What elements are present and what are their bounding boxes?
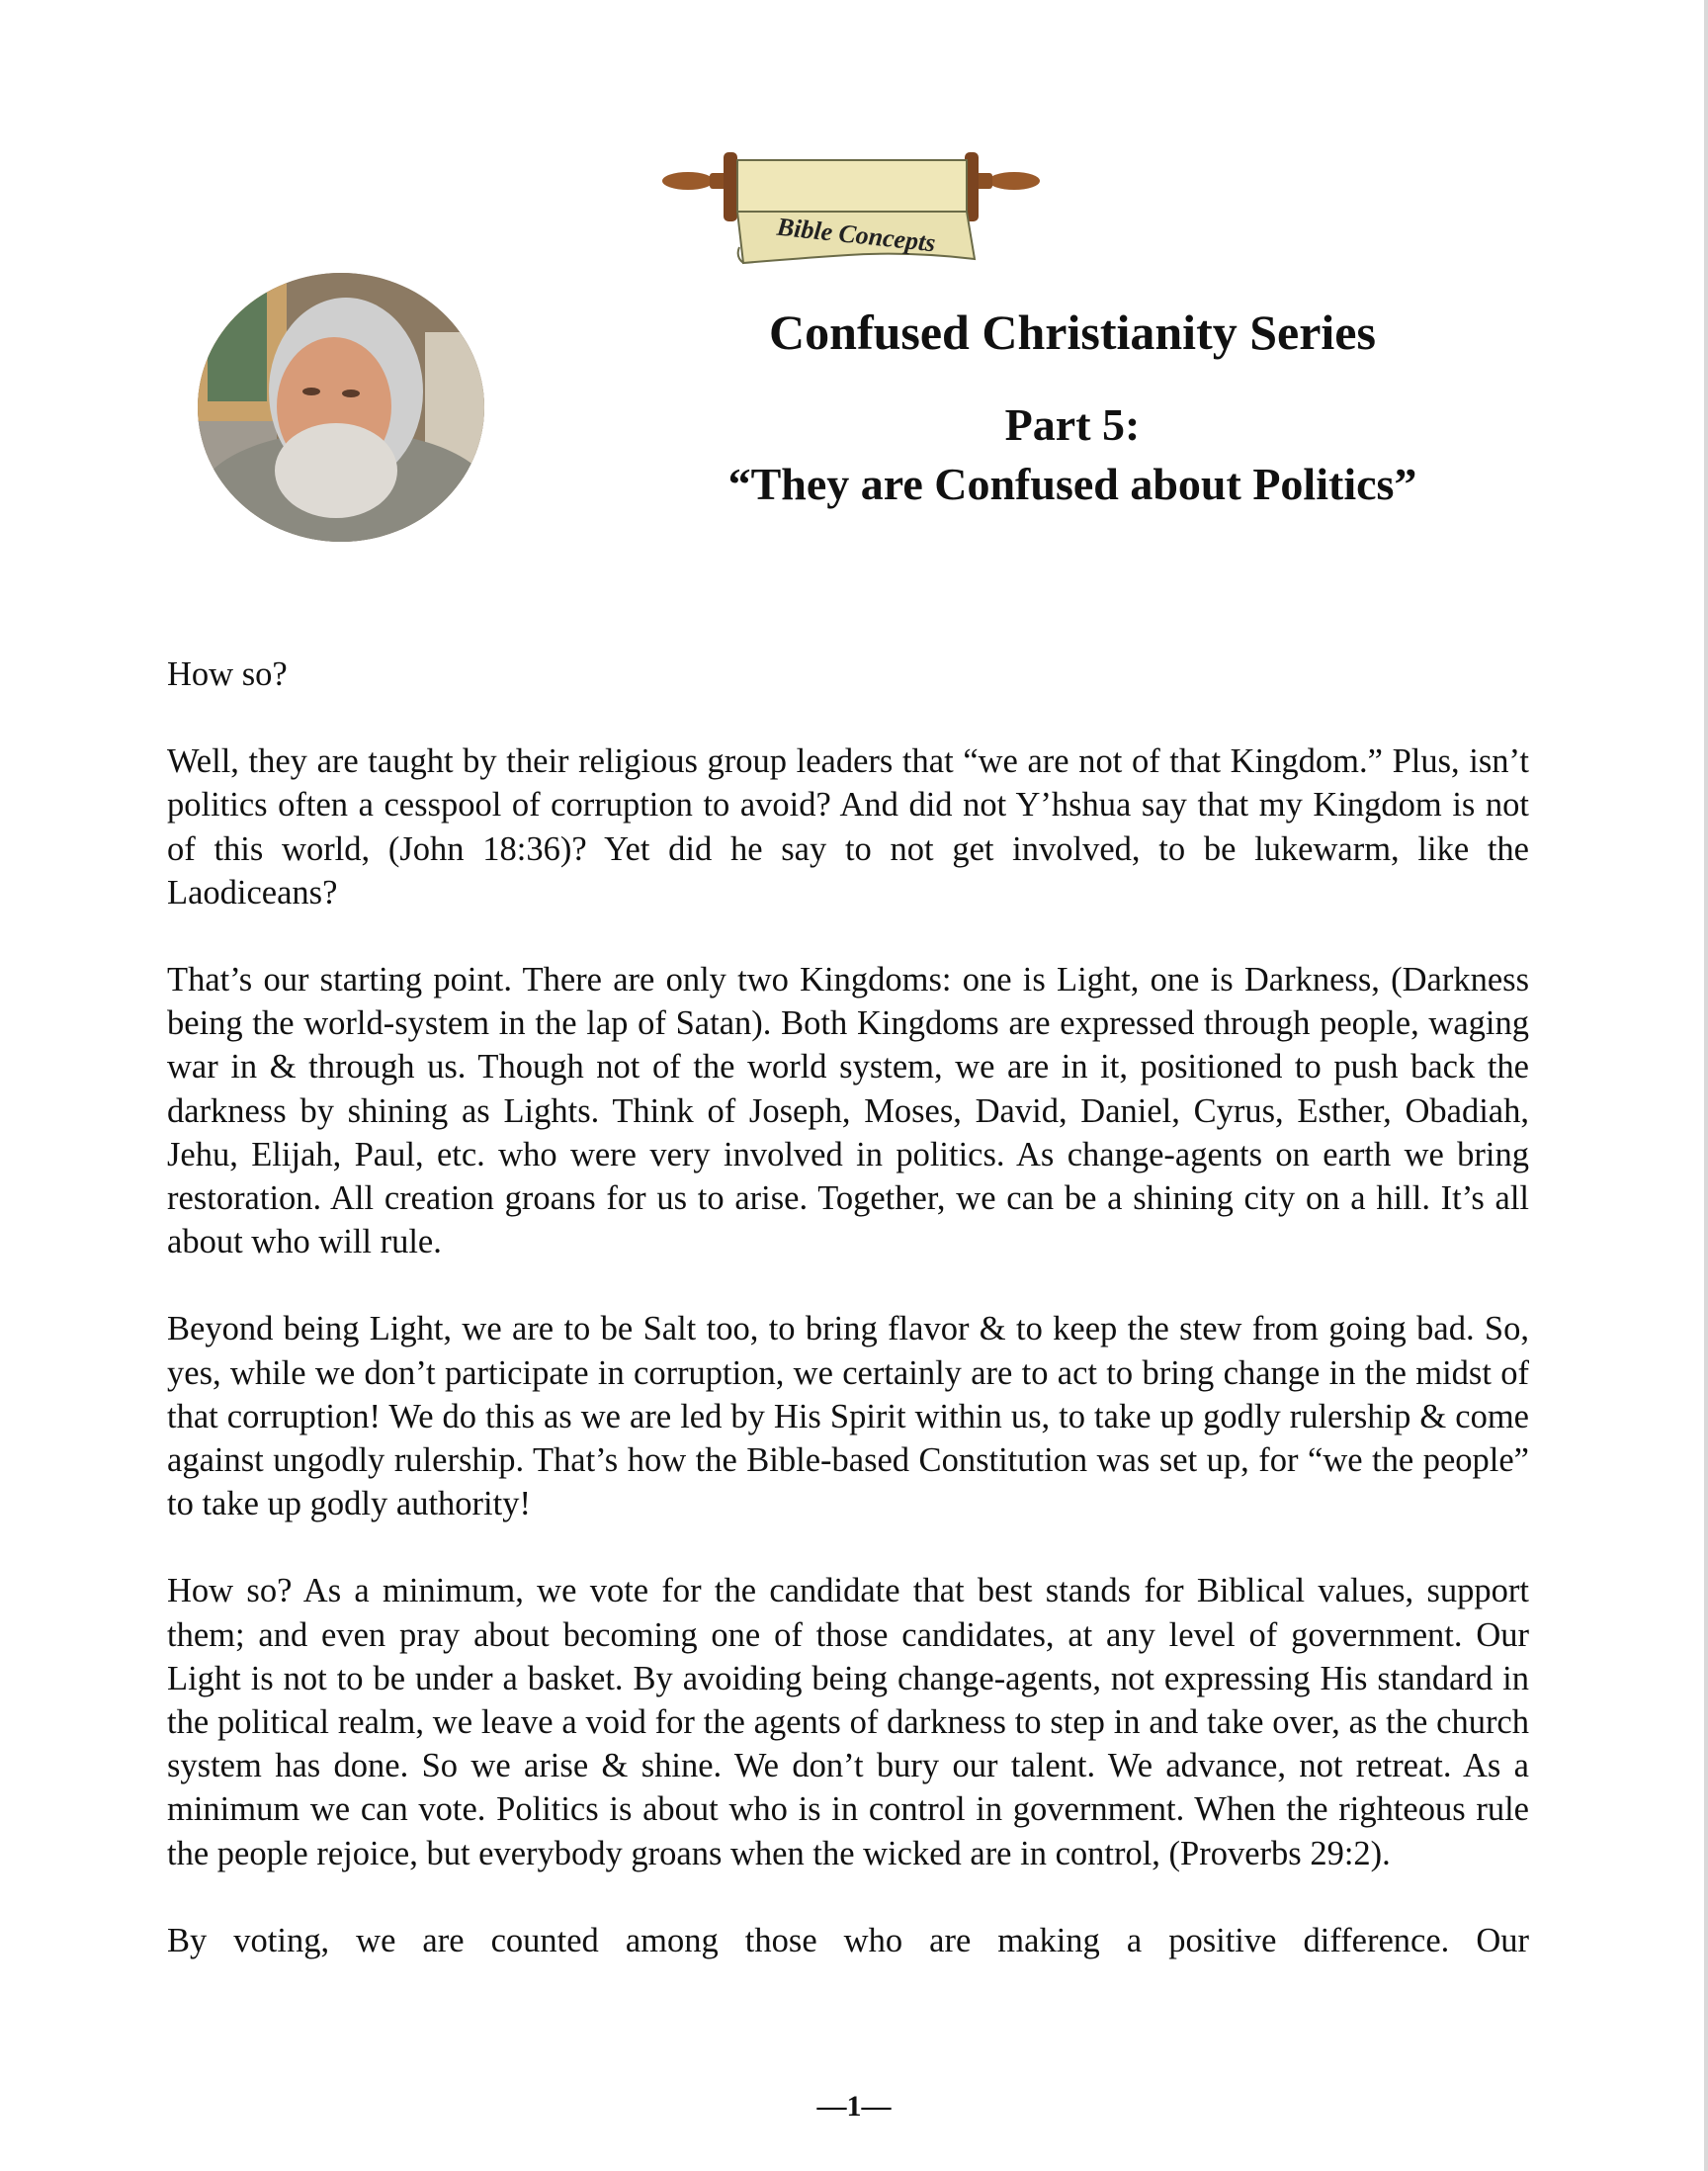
paragraph: How so?: [167, 655, 288, 693]
article-body: [167, 652, 1529, 2006]
paragraph: How so? As a minimum, we vote for the candidate that best stands for Biblical values, support them; and even pray about becoming one of those candidates, at any level of government. Our Light is not to be under a basket. By avoiding being change-agents, not expressing His standard in the political realm, we leave a void for the agents of darkness to step in and take over, as the church system has done. So we arise & shine. We don’t bury our talent. We advance, not retreat. As a minimum we can vote. Politics is about who is in control in government. When the righteous rule the people rejoice, but everybody groans when the wicked are in control, (Proverbs 29:2).: [167, 1572, 1529, 1872]
page-number: —1—: [816, 2090, 892, 2123]
bible-concepts-logo: [660, 148, 1042, 271]
part-label: Part 5:: [1004, 399, 1141, 450]
paragraph: Beyond being Light, we are to be Salt too, to bring flavor & to keep the stew from going bad. So, yes, while we don’t participate in corruption, we certainly are to act to bring change in the midst of that corruption! We do this as we are led by His Spirit within us, to take up godly rulership & come against ungodly rulership. That’s how the Bible-based Constitution was set up, for “we the people” to take up godly authority!: [167, 1310, 1529, 1523]
series-title: Confused Christianity Series: [769, 304, 1376, 360]
paragraph: By voting, we are counted among those who are making a positive difference. Our: [167, 1921, 1529, 1959]
author-avatar: [198, 273, 484, 542]
part-heading: [554, 395, 1591, 514]
logo-text: Bible Concepts: [775, 212, 937, 258]
paragraph: That’s our starting point. There are only two Kingdoms: one is Light, one is Darkness, (Darkness being the world-system in the lap of Satan). Both Kingdoms are expressed through people, waging war in & through us. Though not of the world system, we are in it, positioned to push back the darkness by shining as Lights. Think of Joseph, Moses, David, Daniel, Cyrus, Esther, Obadiah, Jehu, Elijah, Paul, etc. who were very involved in politics. As change-agents on earth we bring restoration. All creation groans for us to arise. Together, we can be a shining city on a hill. It’s all about who will rule.: [167, 961, 1529, 1261]
paragraph: Well, they are taught by their religious group leaders that “we are not of that Kingdom.” Plus, isn’t politics often a cesspool of corruption to avoid? And did not Y’hshua say that my Kingdom is not of this world, (John 18:36)? Yet did he say to not get involved, to be lukewarm, like the Laodiceans?: [167, 742, 1529, 912]
part-title: “They are Confused about Politics”: [727, 459, 1417, 509]
page-edge: [1704, 0, 1708, 2171]
